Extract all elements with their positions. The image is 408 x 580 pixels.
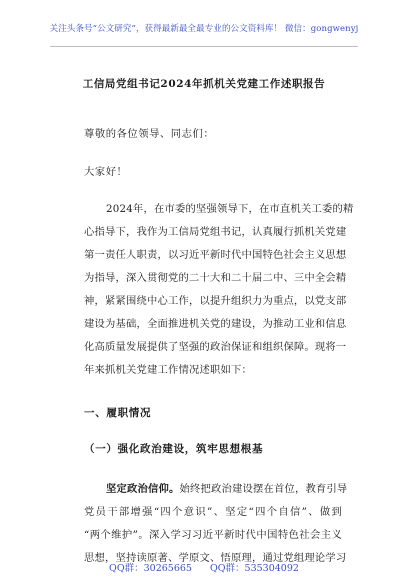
paragraph-line: 神，紧紧围绕中心工作，以提升组织力为重点，以党支部 bbox=[84, 295, 347, 307]
salutation: 尊敬的各位领导、同志们： bbox=[84, 128, 215, 140]
paragraph-line: 党员干部增强“四个意识”、坚定“四个自信”、做到 bbox=[84, 506, 342, 518]
paragraph-line: 年来抓机关党建工作情况述职如下： bbox=[84, 364, 252, 376]
subsection-heading: （一）强化政治建设，筑牢思想根基 bbox=[84, 443, 264, 455]
paragraph-line: 2024年，在市委的坚强领导下，在市直机关工委的精 bbox=[106, 203, 354, 215]
paragraph-line: 思想，坚持读原著、学原文、悟原理，通过党组理论学习 bbox=[84, 552, 347, 564]
paragraph-line: 化高质量发展提供了坚强的政治保证和组织保障。现将一 bbox=[84, 341, 347, 353]
paragraph-line: 心指导下，我作为工信局党组书记，认真履行抓机关党建 bbox=[84, 226, 347, 238]
document-title: 工信局党组书记2024年抓机关党建工作述职报告 bbox=[82, 78, 326, 90]
paragraph-line: “两个维护”。深入学习习近平新时代中国特色社会主义 bbox=[84, 529, 342, 541]
paragraph-text: 始终把政治建设摆在首位，教育引导 bbox=[179, 483, 348, 495]
paragraph-line: 为指导，深入贯彻党的二十大和二十届二中、三中全会精 bbox=[84, 272, 347, 284]
paragraph-line bbox=[106, 480, 348, 495]
footer-qq-group-2: QQ群：535304092 bbox=[209, 563, 299, 574]
section-heading: 一、履职情况 bbox=[84, 407, 152, 419]
paragraph-line: 建设为基础，全面推进机关党的建设，为推动工业和信息 bbox=[84, 318, 347, 330]
footer-qq-group-1: QQ群：30265665 bbox=[109, 563, 192, 574]
greeting: 大家好！ bbox=[84, 166, 128, 178]
footer-contact bbox=[0, 560, 408, 574]
paragraph-lead: 坚定政治信仰。 bbox=[106, 483, 180, 495]
header-banner: 关注头条号“公文研究”，获得最新最全最专业的公文资料库！ 微信：gongwenyj bbox=[49, 24, 359, 34]
paragraph-line: 第一责任人职责，以习近平新时代中国特色社会主义思想 bbox=[84, 249, 347, 261]
header-divider bbox=[50, 46, 358, 47]
